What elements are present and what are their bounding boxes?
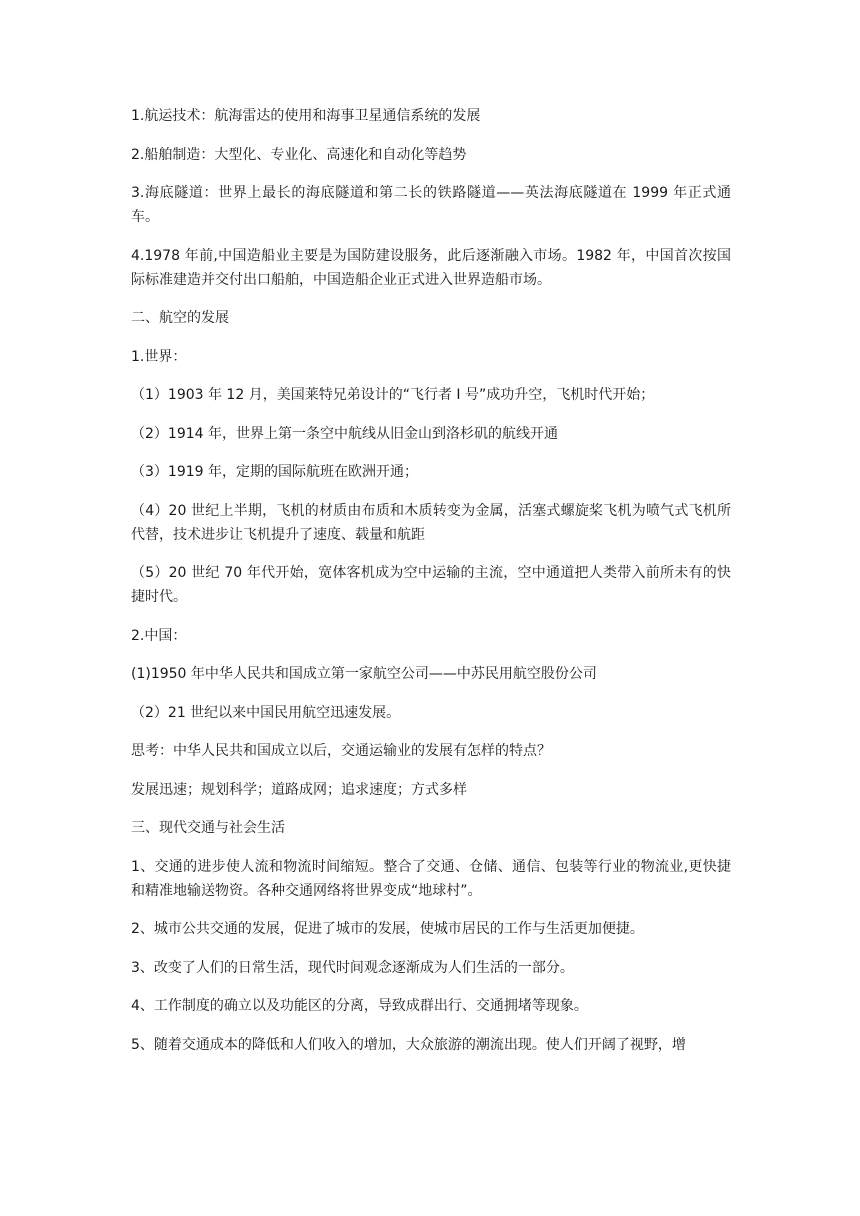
section-heading-modern-transport: 三、现代交通与社会生活 [131,820,285,836]
list-item-1970s: （5）20 世纪 70 年代开始，宽体客机成为空中运输的主流，空中通道把人类带入前所未有的快捷时代。 [131,565,731,605]
paragraph-shipping-tech: 1.航运技术：航海雷达的使用和海事卫星通信系统的发展 [131,108,481,124]
paragraph-shipbuilding: 2.船舶制造：大型化、专业化、高速化和自动化等趋势 [131,146,467,163]
list-item-1914: （2）1914 年，世界上第一条空中航线从旧金山到洛杉矶的航线开通 [131,425,558,442]
list-item-21st-century: （2）21 世纪以来中国民用航空迅速发展。 [131,704,401,721]
paragraph-undersea-tunnel: 3.海底隧道：世界上最长的海底隧道和第二长的铁路隧道——英法海底隧道在 1999 年正式通车。 [131,185,731,225]
list-item-1919: （3）1919 年，定期的国际航班在欧洲开通； [131,464,418,480]
list-item-1950: (1)1950 年中华人民共和国成立第一家航空公司——中苏民用航空股份公司 [131,666,597,682]
section-heading-aviation: 二、航空的发展 [131,310,229,326]
subheading-china: 2.中国： [131,627,187,644]
point-1-logistics: 1、交通的进步使人流和物流时间缩短。整合了交通、仓储、通信、包装等行业的物流业,更快捷和精准地输送物资。各种交通网络将世界变成“地球村”。 [131,858,731,899]
point-4-work-system: 4、工作制度的确立以及功能区的分离，导致成群出行、交通拥堵等现象。 [131,998,588,1014]
point-5-tourism: 5、随着交通成本的降低和人们收入的增加，大众旅游的潮流出现。使人们开阔了视野，增 [131,1036,686,1053]
list-item-1903: （1）1903 年 12 月，美国莱特兄弟设计的“飞行者 I 号”成功升空，飞机时代开始； [131,387,655,403]
answer-characteristics: 发展迅速；规划科学；道路成网；追求速度；方式多样 [131,781,467,798]
subheading-world: 1.世界： [131,348,187,365]
list-item-20th-century-first-half: （4）20 世纪上半期，飞机的材质由布质和木质转变为金属，活塞式螺旋桨飞机为喷气式飞机所代替，技术进步让飞机提升了速度、载量和航距 [131,502,731,543]
point-3-daily-life: 3、改变了人们的日常生活，现代时间观念逐渐成为人们生活的一部分。 [131,959,574,976]
question-think: 思考：中华人民共和国成立以后，交通运输业的发展有怎样的特点？ [131,743,551,759]
document-body [131,104,731,1071]
point-2-public-transport: 2、城市公共交通的发展，促进了城市的发展，使城市居民的工作与生活更加便捷。 [131,921,644,937]
paragraph-china-shipbuilding: 4.1978 年前,中国造船业主要是为国防建设服务，此后逐渐融入市场。1982 年，中国首次按国际标准建造并交付出口船舶，中国造船企业正式进入世界造船市场。 [131,247,731,288]
